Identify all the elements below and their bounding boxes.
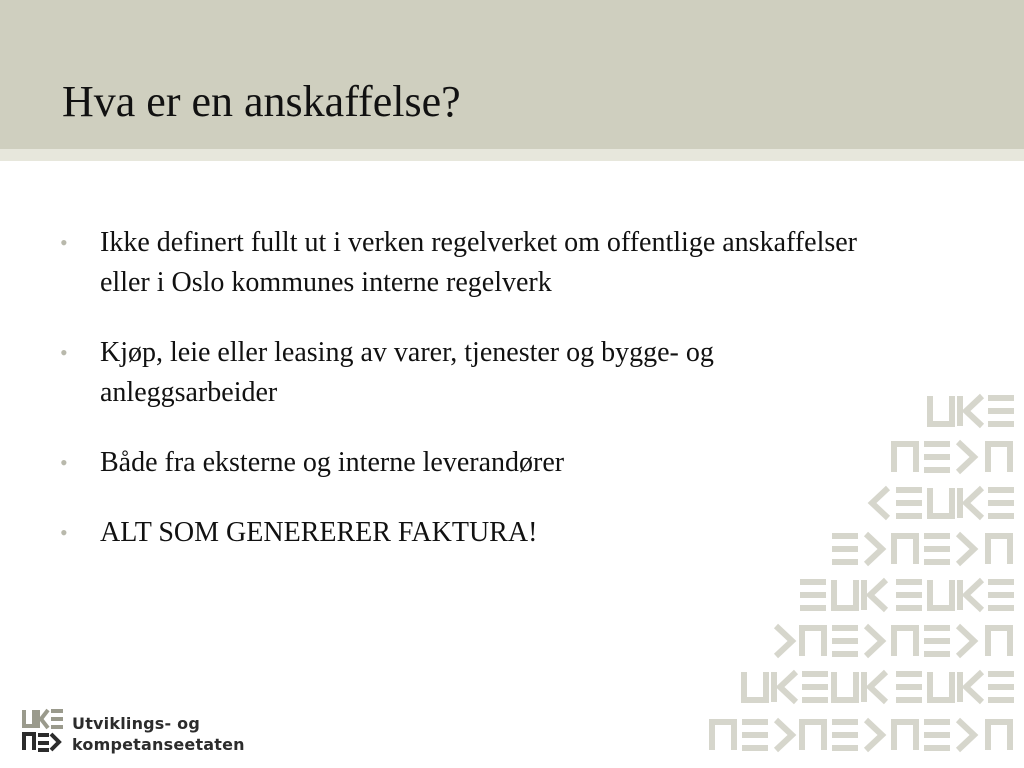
bullet-item <box>60 223 880 303</box>
slide-title: Hva er en anskaffelse? <box>62 77 461 126</box>
bullet-marker: • <box>60 450 68 475</box>
bullet-marker: • <box>60 520 68 545</box>
bullet-marker: • <box>60 340 68 365</box>
bullet-marker: • <box>60 230 68 255</box>
title-band-edge <box>0 149 1024 161</box>
org-name <box>72 713 245 755</box>
uke-pattern-icon <box>690 388 1020 766</box>
org-name-line2: kompetanseetaten <box>72 735 245 754</box>
org-name-line1: Utviklings- og <box>72 714 200 733</box>
bullet-text: ALT SOM GENERERER FAKTURA! <box>100 517 538 548</box>
bullet-text: Ikke definert fullt ut i verken regelverket om offentlige anskaffelser eller i Oslo kommunes interne regelverk <box>100 227 857 298</box>
uke-logo-icon <box>22 708 64 752</box>
bullet-text: Kjøp, leie eller leasing av varer, tjenester og bygge- og anleggsarbeider <box>100 337 714 408</box>
bullet-text: Både fra eksterne og interne leverandører <box>100 447 565 478</box>
